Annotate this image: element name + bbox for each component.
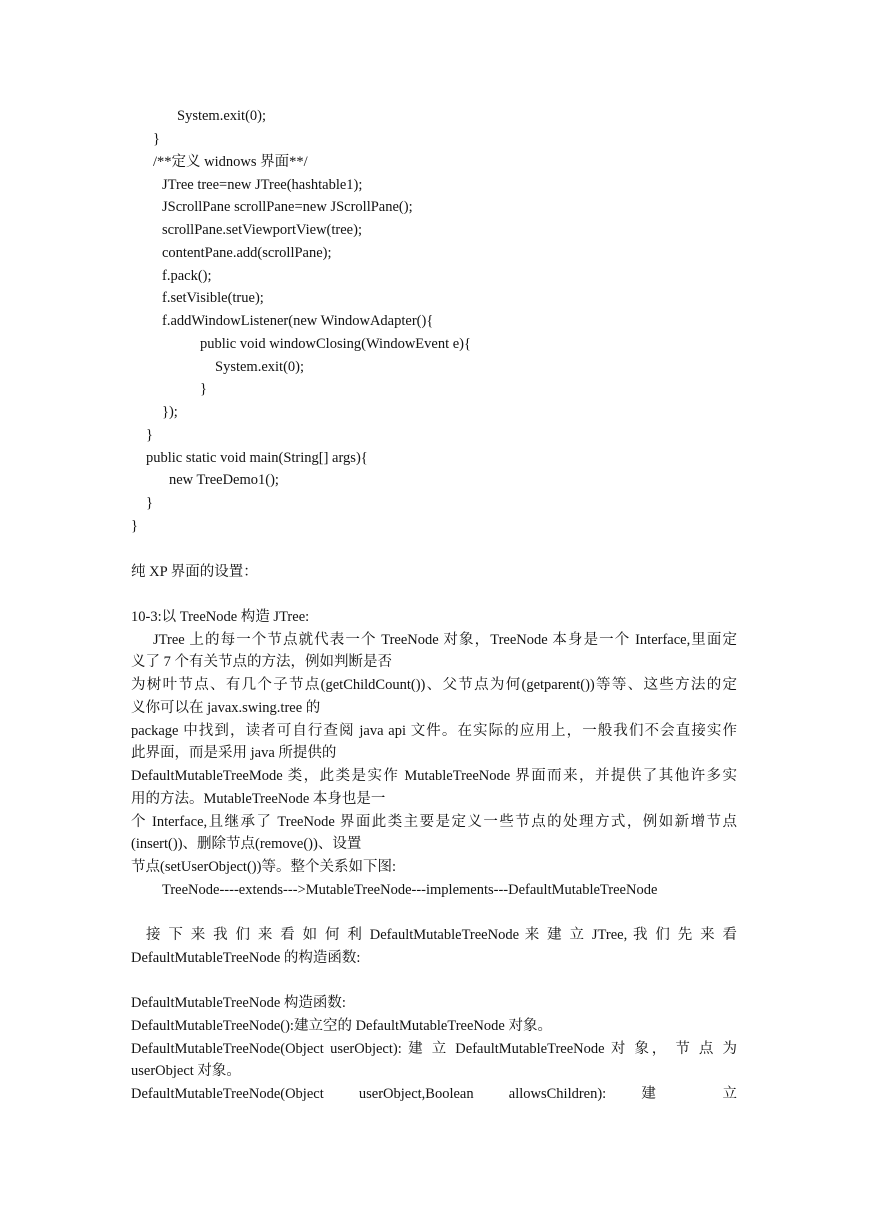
relation-line: TreeNode----extends--->MutableTreeNode---implements---DefaultMutableTreeNode (162, 882, 658, 898)
code-line: public static void main(String[] args){ (146, 450, 368, 466)
paragraph-line: package 中找到，读者可自行查阅 java api 文件。在实际的应用上，一般我们不会直接实作 (131, 723, 737, 739)
constructor-line: DefaultMutableTreeNode(Object userObject,Boolean allowsChildren): 建 立 (131, 1086, 737, 1102)
paragraph-line: DefaultMutableTreeMode 类，此类是实作 MutableTreeNode 界面而来，并提供了其他许多实 (131, 768, 737, 784)
paragraph-line: JTree 上的每一个节点就代表一个 TreeNode 对象，TreeNode 本身是一个 Interface,里面定 (153, 632, 737, 648)
code-line: } (146, 495, 153, 511)
code-line: JTree tree=new JTree(hashtable1); (162, 177, 363, 193)
paragraph-line: 节点(setUserObject())等。整个关系如下图: (131, 859, 396, 875)
code-line: } (153, 131, 160, 147)
paragraph-line: 义你可以在 javax.swing.tree 的 (131, 700, 321, 716)
paragraph-line: 个 Interface,且继承了 TreeNode 界面此类主要是定义一些节点的处理方式，例如新增节点 (131, 814, 737, 830)
paragraph-line: DefaultMutableTreeNode 的构造函数: (131, 950, 361, 966)
code-line: new TreeDemo1(); (169, 472, 279, 488)
code-line: public void windowClosing(WindowEvent e){ (200, 336, 471, 352)
code-line: System.exit(0); (215, 359, 305, 375)
code-line: contentPane.add(scrollPane); (162, 245, 332, 261)
paragraph-line: 义了 7 个有关节点的方法，例如判断是否 (131, 654, 392, 670)
paragraph-line: 接 下 来 我 们 来 看 如 何 利 DefaultMutableTreeNode 来 建 立 JTree, 我 们 先 来 看 (146, 927, 737, 943)
constructor-line: DefaultMutableTreeNode(Object userObject): 建 立 DefaultMutableTreeNode 对 象， 节 点 为 (131, 1041, 737, 1057)
code-line: f.pack(); (162, 268, 212, 284)
code-line: } (146, 427, 153, 443)
code-comment: /**定义 widnows 界面**/ (153, 154, 308, 170)
constructors-title: DefaultMutableTreeNode 构造函数: (131, 995, 346, 1011)
code-line: JScrollPane scrollPane=new JScrollPane(); (162, 199, 413, 215)
paragraph-line: 此界面，而是采用 java 所提供的 (131, 745, 337, 761)
paragraph-line: 为树叶节点、有几个子节点(getChildCount())、父节点为何(getparent())等等、这些方法的定 (131, 677, 737, 693)
constructor-line: userObject 对象。 (131, 1063, 241, 1079)
section-title: 10-3:以 TreeNode 构造 JTree: (131, 609, 310, 625)
code-line: } (200, 381, 207, 397)
code-line: scrollPane.setViewportView(tree); (162, 222, 362, 238)
paragraph-line: (insert())、删除节点(remove())、设置 (131, 836, 362, 852)
code-line: } (131, 518, 138, 534)
code-line: f.addWindowListener(new WindowAdapter(){ (162, 313, 434, 329)
xp-heading: 纯 XP 界面的设置： (131, 564, 258, 580)
code-line: }); (162, 404, 178, 420)
constructor-line: DefaultMutableTreeNode():建立空的 DefaultMutableTreeNode 对象。 (131, 1018, 552, 1034)
paragraph-line: 用的方法。MutableTreeNode 本身也是一 (131, 791, 386, 807)
code-line: System.exit(0); (177, 108, 267, 124)
code-line: f.setVisible(true); (162, 290, 264, 306)
